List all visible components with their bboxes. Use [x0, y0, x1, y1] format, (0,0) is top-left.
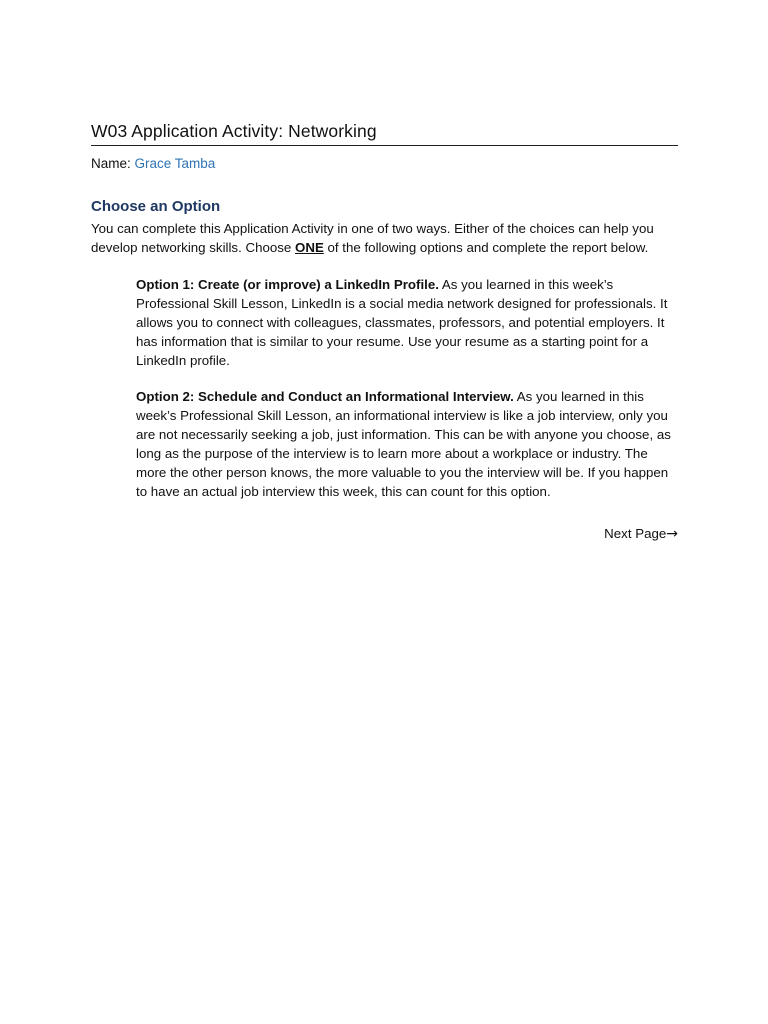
option-1-paragraph: [136, 275, 678, 370]
intro-paragraph: [91, 219, 666, 257]
intro-text-end: of the following options and complete the report below.: [323, 240, 649, 255]
page-title: W03 Application Activity: Networking: [91, 120, 678, 146]
arrow-right-icon: →: [666, 526, 678, 542]
name-value: Grace Tamba: [134, 156, 216, 171]
section-heading: Choose an Option: [91, 198, 221, 215]
intro-text-start: You can complete this Application Activity in one of two ways. Either of the choices can help you develop networking skills. Choose: [91, 221, 654, 255]
name-line: [91, 155, 678, 172]
name-label: Name:: [91, 156, 131, 171]
intro-emphasis: ONE: [295, 240, 324, 255]
option-2-lead: Option 2: Schedule and Conduct an Informational Interview.: [136, 389, 514, 404]
next-page-link[interactable]: [91, 524, 678, 544]
option-2-paragraph: [136, 387, 678, 501]
option-2-body: As you learned in this week’s Professional Skill Lesson, an informational interview is like a job interview, only you are not necessarily seeking a job, just information. This can be with anyone you choose, as long as the purpose of the interview is to learn more about a workplace or industry. The more the other person knows, the more valuable to you the interview will be. If you happen to have an actual job interview this week, this can count for this option.: [136, 389, 671, 499]
next-page-label: Next Page: [604, 526, 667, 541]
document-page: [91, 120, 678, 544]
option-1-body: As you learned in this week’s Professional Skill Lesson, LinkedIn is a social media network designed for professionals. It allows you to connect with colleagues, classmates, professors, and potential employers. It has information that is similar to your resume. Use your resume as a starting point for a LinkedIn profile.: [136, 277, 668, 368]
option-1-lead: Option 1: Create (or improve) a LinkedIn Profile.: [136, 277, 439, 292]
